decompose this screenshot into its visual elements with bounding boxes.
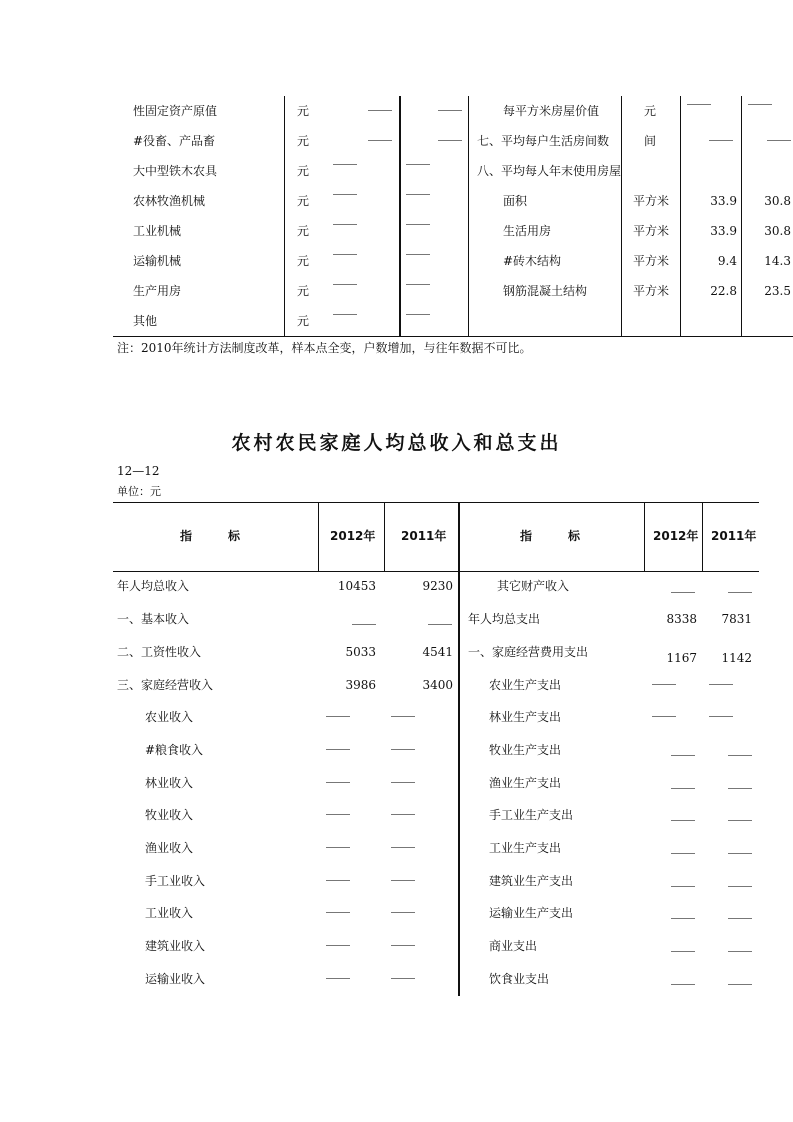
value-2011: 30.8: [764, 224, 791, 238]
no-data-dash: [368, 110, 392, 111]
value-2012: 3986: [345, 678, 376, 692]
no-data-dash: [391, 847, 415, 848]
row-unit: 元: [297, 284, 310, 298]
no-data-dash: [333, 254, 357, 255]
value-2011: 14.3: [764, 254, 791, 268]
row-label: 性固定资产原值: [133, 104, 218, 118]
header-2012: 2012年: [330, 529, 376, 543]
row-label: 牧业收入: [145, 808, 194, 822]
table-note: 注：2010年统计方法制度改革，样本点全变，户数增加，与往年数据不可比。: [117, 341, 532, 355]
no-data-dash: [728, 755, 752, 756]
row-label: 建筑业生产支出: [489, 874, 574, 888]
row-label: #粮食收入: [145, 743, 204, 757]
row-label: 其他: [133, 314, 158, 328]
no-data-dash: [326, 847, 350, 848]
row-unit: 平方米: [633, 194, 670, 208]
value-2011: 23.5: [764, 284, 791, 298]
row-label: 手工业收入: [145, 874, 206, 888]
row-label: 大中型铁木农具: [133, 164, 218, 178]
no-data-dash: [671, 951, 695, 952]
no-data-dash: [728, 820, 752, 821]
value-2012: 10453: [337, 579, 376, 593]
no-data-dash: [652, 716, 676, 717]
no-data-dash: [728, 951, 752, 952]
table-bottom-border: [113, 336, 793, 337]
no-data-dash: [333, 284, 357, 285]
row-label: 八、平均每人年末使用房屋: [477, 164, 622, 178]
row-label: 面积: [503, 194, 528, 208]
row-label: 手工业生产支出: [489, 808, 574, 822]
no-data-dash: [391, 782, 415, 783]
row-unit: 元: [297, 314, 310, 328]
row-label: 林业收入: [145, 776, 194, 790]
row-label: #役畜、产品畜: [133, 134, 216, 148]
table-vline: [468, 96, 469, 336]
no-data-dash: [333, 314, 357, 315]
row-label: #砖木结构: [503, 254, 562, 268]
value-2012: 9.4: [717, 254, 737, 268]
page-title: 农村农民家庭人均总收入和总支出: [231, 432, 562, 454]
no-data-dash: [391, 716, 415, 717]
row-unit: 元: [644, 104, 657, 118]
no-data-dash: [333, 164, 357, 165]
value-2012: 5033: [345, 645, 376, 659]
no-data-dash: [728, 592, 752, 593]
no-data-dash: [709, 140, 733, 141]
no-data-dash: [728, 853, 752, 854]
row-label: 牧业生产支出: [489, 743, 562, 757]
value-2011: 3400: [422, 678, 453, 692]
header-2011: 2011年: [401, 529, 447, 543]
no-data-dash: [709, 716, 733, 717]
value-2012: 33.9: [710, 224, 737, 238]
row-label: 农业收入: [145, 710, 194, 724]
row-label: 二、工资性收入: [117, 645, 202, 659]
no-data-dash: [671, 853, 695, 854]
row-unit: 元: [297, 254, 310, 268]
no-data-dash: [391, 912, 415, 913]
row-unit: 平方米: [633, 224, 670, 238]
no-data-dash: [728, 918, 752, 919]
table-vline: [384, 502, 385, 572]
no-data-dash: [767, 140, 791, 141]
no-data-dash: [326, 978, 350, 979]
value-2012: 1167: [666, 651, 697, 665]
no-data-dash: [406, 224, 430, 225]
no-data-dash: [333, 194, 357, 195]
unit-label: 单位：元: [117, 485, 161, 498]
no-data-dash: [368, 140, 392, 141]
row-label: 工业生产支出: [489, 841, 562, 855]
row-label: 工业收入: [145, 906, 194, 920]
row-label: 三、家庭经营收入: [117, 678, 214, 692]
row-label: 一、家庭经营费用支出: [468, 645, 589, 659]
no-data-dash: [333, 224, 357, 225]
value-2011: 9230: [422, 579, 453, 593]
no-data-dash: [687, 104, 711, 105]
no-data-dash: [709, 684, 733, 685]
no-data-dash: [748, 104, 772, 105]
header-2011: 2011年: [711, 529, 757, 543]
value-2011: 30.8: [764, 194, 791, 208]
no-data-dash: [391, 978, 415, 979]
row-unit: 平方米: [633, 254, 670, 268]
row-unit: 元: [297, 194, 310, 208]
value-2011: 1142: [721, 651, 752, 665]
no-data-dash: [391, 880, 415, 881]
no-data-dash: [391, 814, 415, 815]
row-label: 农业生产支出: [489, 678, 562, 692]
no-data-dash: [352, 624, 376, 625]
row-label: 建筑业收入: [145, 939, 206, 953]
row-unit: 元: [297, 164, 310, 178]
row-unit: 平方米: [633, 284, 670, 298]
no-data-dash: [671, 820, 695, 821]
no-data-dash: [671, 918, 695, 919]
no-data-dash: [391, 749, 415, 750]
header-indicator: 指 标: [520, 529, 581, 543]
no-data-dash: [326, 912, 350, 913]
table-vline: [702, 502, 703, 572]
table-vline: [741, 96, 742, 336]
row-label: 年人均总收入: [117, 579, 190, 593]
row-label: 其它财产收入: [497, 579, 570, 593]
table-code: 12—12: [117, 464, 160, 478]
no-data-dash: [438, 110, 462, 111]
table-vline: [318, 502, 319, 572]
no-data-dash: [326, 716, 350, 717]
no-data-dash: [406, 254, 430, 255]
no-data-dash: [406, 164, 430, 165]
row-unit: 元: [297, 134, 310, 148]
row-unit: 元: [297, 224, 310, 238]
no-data-dash: [438, 140, 462, 141]
row-label: 运输业生产支出: [489, 906, 574, 920]
no-data-dash: [326, 945, 350, 946]
no-data-dash: [728, 984, 752, 985]
table-vline: [680, 96, 681, 336]
row-label: 钢筋混凝土结构: [503, 284, 588, 298]
row-label: 一、基本收入: [117, 612, 190, 626]
no-data-dash: [326, 880, 350, 881]
no-data-dash: [671, 788, 695, 789]
no-data-dash: [391, 945, 415, 946]
row-label: 年人均总支出: [468, 612, 541, 626]
row-label: 生活用房: [503, 224, 552, 238]
row-unit: 间: [644, 134, 657, 148]
value-2011: 4541: [422, 645, 453, 659]
no-data-dash: [671, 886, 695, 887]
value-2011: 7831: [721, 612, 752, 626]
no-data-dash: [728, 788, 752, 789]
row-label: 林业生产支出: [489, 710, 562, 724]
header-bottom-border: [113, 571, 759, 572]
value-2012: 8338: [666, 612, 697, 626]
no-data-dash: [428, 624, 452, 625]
table-vline: [644, 502, 645, 572]
row-label: 每平方米房屋价值: [503, 104, 600, 118]
table-vline: [399, 96, 401, 336]
table-vline: [621, 96, 622, 336]
no-data-dash: [406, 284, 430, 285]
header-2012: 2012年: [653, 529, 699, 543]
no-data-dash: [652, 684, 676, 685]
table-vline: [284, 96, 285, 336]
row-label: 农林牧渔机械: [133, 194, 206, 208]
no-data-dash: [671, 755, 695, 756]
table-vline: [458, 502, 460, 996]
table-top-border: [113, 502, 759, 503]
row-label: 运输业收入: [145, 972, 206, 986]
row-unit: 元: [297, 104, 310, 118]
row-label: 工业机械: [133, 224, 182, 238]
no-data-dash: [406, 314, 430, 315]
row-label: 生产用房: [133, 284, 182, 298]
no-data-dash: [326, 814, 350, 815]
no-data-dash: [671, 592, 695, 593]
value-2012: 33.9: [710, 194, 737, 208]
row-label: 商业支出: [489, 939, 538, 953]
row-label: 运输机械: [133, 254, 182, 268]
no-data-dash: [671, 984, 695, 985]
value-2012: 22.8: [710, 284, 737, 298]
no-data-dash: [406, 194, 430, 195]
row-label: 七、平均每户生活房间数: [477, 134, 610, 148]
no-data-dash: [326, 782, 350, 783]
no-data-dash: [326, 749, 350, 750]
row-label: 渔业收入: [145, 841, 194, 855]
header-indicator: 指 标: [180, 529, 241, 543]
row-label: 渔业生产支出: [489, 776, 562, 790]
row-label: 饮食业支出: [489, 972, 550, 986]
no-data-dash: [728, 886, 752, 887]
